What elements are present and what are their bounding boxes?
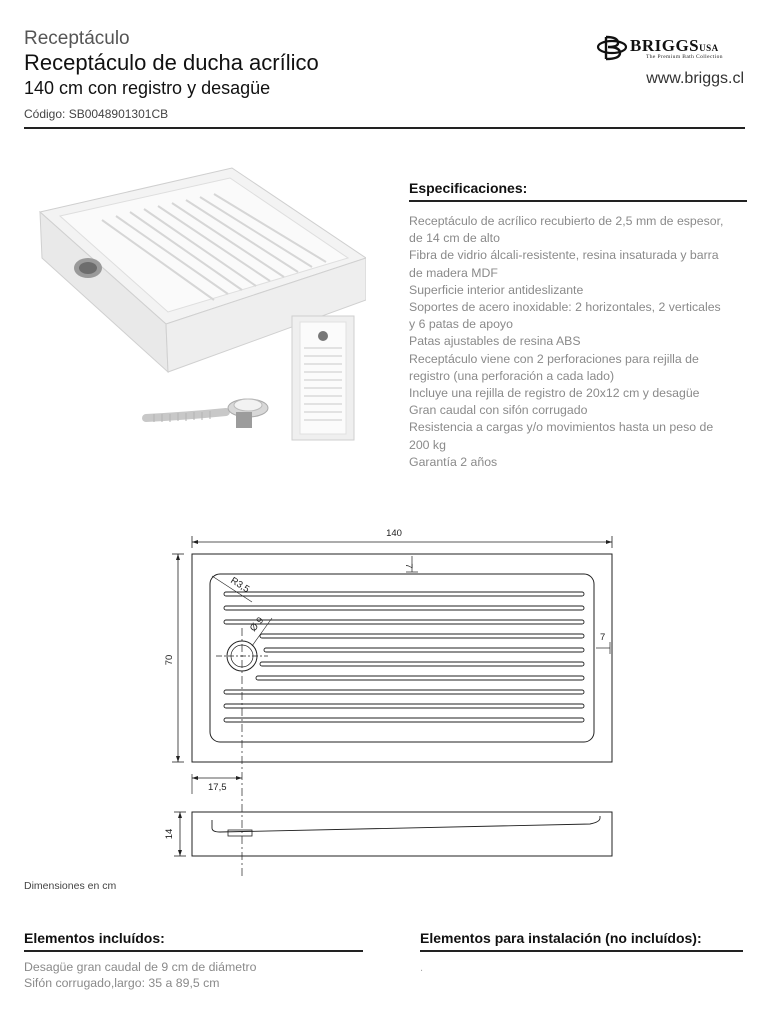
spec-item: Superficie interior antideslizante (409, 282, 584, 297)
spec-item: Garantía 2 años (409, 454, 498, 469)
drain-diameter-label: Ø 9 (247, 615, 267, 634)
product-photo (36, 160, 366, 450)
logo-brand-text: BRIGGSUSA (630, 36, 719, 55)
included-divider (24, 950, 363, 952)
spec-item: Soportes de acero inoxidable: 2 horizontales, 2 verticales y 6 patas de apoyo (409, 300, 721, 332)
depth-dimension: 14 (164, 828, 175, 840)
product-code: Código: SB0048901301CB (24, 107, 169, 121)
logo-tagline: The Premium Bath Collection (646, 54, 723, 60)
spec-item: Resistencia a cargas y/o movimientos hasta un peso de 200 kg (409, 420, 714, 452)
product-category: Receptáculo (24, 28, 130, 49)
drain-offset-label: 17,5 (208, 782, 227, 793)
spec-item: Fibra de vidrio álcali-resistente, resina insaturada y barra de madera MDF (409, 248, 719, 280)
spec-item: Incluye una rejilla de registro de 20x12 cm y desagüe (409, 386, 700, 401)
installation-value: . (420, 962, 424, 974)
specs-divider (409, 200, 747, 202)
dimensions-note: Dimensiones en cm (24, 880, 117, 892)
width-dimension: 140 (386, 528, 402, 539)
included-item: Sifón corrugado,largo: 35 a 89,5 cm (24, 976, 220, 990)
product-title: Receptáculo de ducha acrílico (24, 50, 319, 75)
header-divider (24, 127, 745, 129)
right-offset-label: 7 (600, 632, 606, 643)
installation-divider (420, 950, 743, 952)
specs-list (409, 213, 729, 471)
included-item: Desagüe gran caudal de 9 cm de diámetro (24, 960, 257, 974)
product-subtitle: 140 cm con registro y desagüe (24, 78, 271, 98)
spec-item: Patas ajustables de resina ABS (409, 334, 581, 349)
spec-item: Receptáculo viene con 2 perforaciones para rejilla de registro (una perforación a cada lado) (409, 351, 699, 383)
installation-heading: Elementos para instalación (no incluídos): (420, 930, 702, 946)
radius-label: R3,5 (228, 575, 252, 596)
briggs-emblem-icon (596, 34, 630, 62)
spec-item: Receptáculo de acrílico recubierto de 2,5 mm de espesor, de 14 cm de alto (409, 214, 724, 246)
included-list (24, 959, 256, 991)
specs-heading: Especificaciones: (409, 180, 528, 196)
website-link[interactable]: www.briggs.cl (646, 70, 744, 87)
technical-drawing (160, 520, 620, 880)
included-heading: Elementos incluídos: (24, 930, 165, 946)
top-offset-label: 7 (403, 563, 414, 569)
brand-logo (596, 34, 744, 62)
spec-item: Gran caudal con sifón corrugado (409, 403, 588, 418)
height-dimension: 70 (164, 654, 175, 666)
